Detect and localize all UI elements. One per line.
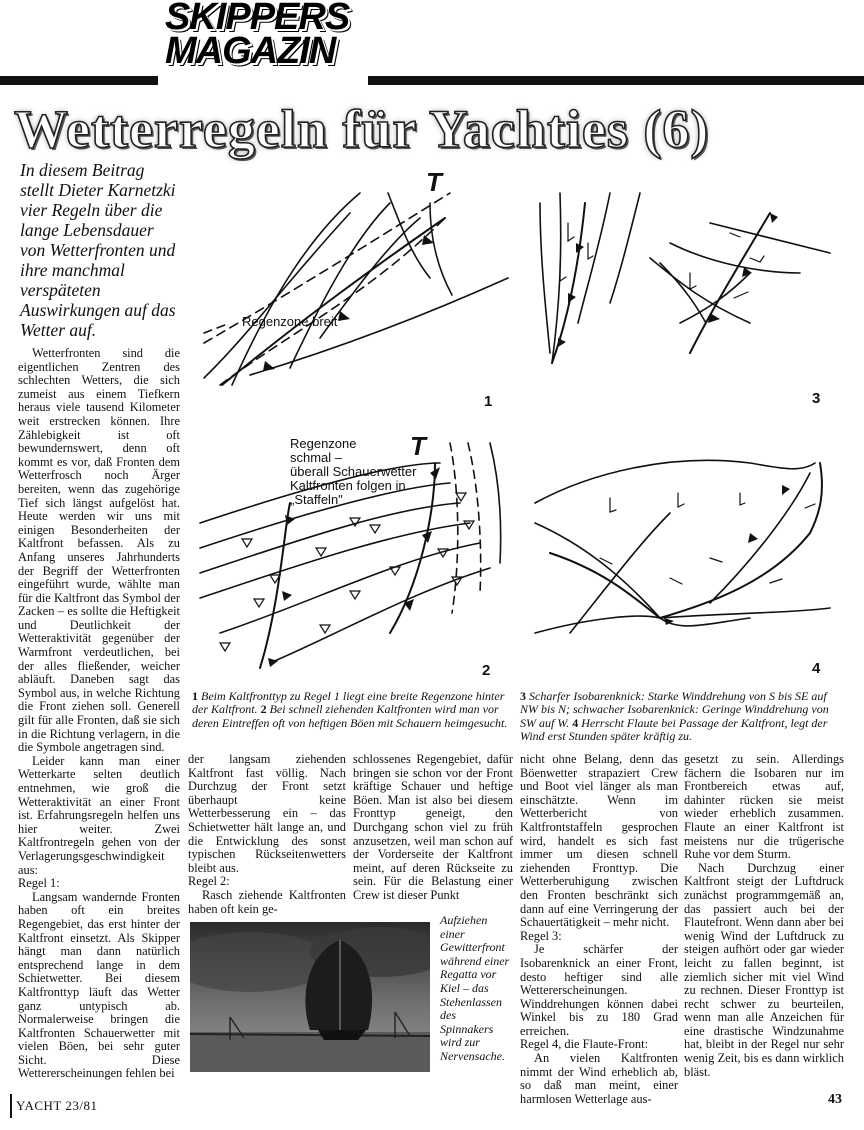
caption-num: 3 xyxy=(520,689,526,703)
body-column-4 xyxy=(520,753,678,1106)
panel2-label-1: Regenzone xyxy=(290,436,357,451)
rule-heading: Regel 2: xyxy=(188,874,230,889)
paragraph: Leider kann man einer Wetterkarte selten deutlich entnehmen, wie groß die Wetteraktivität an einer Front ist. Erfahrungsregeln helfen uns hier weiter. Zwei Kaltfrontregeln gehen von der Verlagerungsgeschwindigkeit aus: xyxy=(18,753,180,877)
caption-text: Scharfer Isobarenknick: Starke Winddrehung von S bis SE auf NW bis N; schwacher Isobarenknick: Geringe Winddrehung von SW auf W. xyxy=(520,689,829,730)
low-marker-1: T xyxy=(426,167,442,197)
paragraph: An vielen Kaltfronten nimmt der Wind erheblich ab, so daß man meint, einer harmlosen Wetterlage aus- xyxy=(520,1051,678,1106)
issue-footer: YACHT 23/81 xyxy=(16,1098,98,1113)
paragraph: der langsam ziehenden Kaltfront fast völlig. Nach Durchzug der Front setzt überhaupt keine Wetterbesserung ein – das Schietwetter hält lange an, und die Entwicklung des sonst typischen Rückseitenwetters bleibt aus. xyxy=(188,752,346,875)
caption-right xyxy=(520,690,846,744)
paragraph: gesetzt zu sein. Allerdings fächern die Isobaren nur im Frontbereich etwas auf, dahinter rücken sie meist wieder erheblich zusammen. Flaute an einer Kaltfront ist meistens nur die trügerische Ruhe vor dem Sturm. xyxy=(684,752,844,862)
body-column-2 xyxy=(188,753,346,916)
panel2-label-2: schmal – xyxy=(290,450,343,465)
caption-text: Beim Kaltfronttyp zu Regel 1 liegt eine breite Regenzone hinter der Kaltfront. xyxy=(192,689,505,717)
paragraph: Wetterfronten sind die eigentlichen Zentren des schlechten Wetters, die sich zumeist aus einem Tiefkern heraus viele tausend Kilometer weit erstrecken können. Ihre Zählebigkeit ist oft bewundernswert, denn oft kommt es vor, daß Fronten dem Wetterfrosch noch Ärger bereiten, wenn das zugehörige Tief sich längst aufgelöst hat. Heute werden wir uns mit einigen Besonderheiten der Kaltfront befassen. Als zu Anfang unseres Jahrhunderts der Begriff der Wetterfronten eingeführt wurde, wählte man für die Kaltfront das Symbol der Zacken – es sollte die Heftigkeit und Deutlichkeit der Wetteraktivität gegenüber der Warmfront verdeutlichen, bei der alles fließender, weicher abläuft. Daneben sagt das Symbol aus, in welche Richtung die Front ziehen soll. Generell gilt für alle Fronten, daß sie sich in die Richtung verlagern, in die die Symbole angetragen sind. xyxy=(18,346,180,755)
body-column-3 xyxy=(353,753,513,903)
rule-heading: Regel 1: xyxy=(18,876,60,891)
header-rule-left xyxy=(0,76,158,85)
page-number: 43 xyxy=(828,1092,842,1107)
panel2-label-5: „Staffeln" xyxy=(290,492,343,507)
masthead-logo xyxy=(165,0,360,70)
rule-heading: Regel 3: xyxy=(520,928,562,943)
article-headline: Wetterregeln für Yachties (6) xyxy=(14,99,710,159)
page-tick xyxy=(10,1094,12,1118)
caption-text: Bei schnell ziehenden Kaltfronten wird man vor deren Eintreffen oft von heftigen Böen mit Schauern heimgesucht. xyxy=(192,702,508,730)
article-intro xyxy=(20,160,182,340)
masthead-line1: SKIPPERS xyxy=(165,0,350,38)
caption-num: 4 xyxy=(572,715,579,730)
paragraph: nicht ohne Belang, denn das Böenwetter strapaziert Crew und Boot viel länger als man einschätzte. Wenn im Wetterbericht von Kaltfrontstaffeln gesprochen wird, handelt es sich fast immer um diesen schnell ziehenden Fronttyp. Die Wetterberuhigung zwischen den Fronten beschränkt sich dann auf eine Verringerung der Schauertätigkeit – mehr nicht. xyxy=(520,752,678,930)
paragraph: Langsam wandernde Fronten haben oft ein breites Regengebiet, das erst hinter der Kaltfront einsetzt. Als Skipper hängt man dann natürlich entsprechend lange in dem Schietwetter. Bei diesem Kaltfronttyp läuft das Wetter ganz untypisch ab. Normalerweise bringen die Kaltfronten Schauerwetter mit vielen Böen, bei sehr guter Sicht. Diese Wettererscheinungen fehlen bei xyxy=(18,889,180,1081)
body-column-5 xyxy=(684,753,844,1079)
panel-number-3: 3 xyxy=(812,390,821,407)
body-column-1 xyxy=(18,347,180,1081)
panel-1 xyxy=(204,193,508,385)
intro-text: In diesem Beitrag stellt Dieter Karnetzki vier Regeln über die lange Lebensdauer von Wetterfronten und ihre manchmal verspäteten Auswirkungen auf das Wetter auf. xyxy=(20,160,176,340)
masthead-line2: MAGAZIN xyxy=(165,30,336,72)
regatta-photo xyxy=(190,922,430,1072)
paragraph: Nach Durchzug einer Kaltfront steigt der Luftdruck zunächst programmgemäß an, das passiert auch bei der Flautefront. Wenn dann aber bei wenig Wind der Luftdruck zu steigen aufhört oder gar wieder leicht zu fallen beginnt, ist ziemlich sicher mit viel Wind zu rechnen. Dieser Fronttyp ist recht schwer zu beurteilen, wenn man alle Anzeichen für eine drastische Windzunahme hat, bleibt in der Regel nur sehr wenig Zeit, bis es dann wirklich bläst. xyxy=(684,860,844,1079)
panel-3 xyxy=(540,193,830,363)
panel-number-4: 4 xyxy=(812,660,821,677)
paragraph: schlossenes Regengebiet, dafür bringen sie schon vor der Front kräftige Schauer und heftige Böen. Man ist also bei diesem Fronttyp geneigt, den Durchgang schon viel zu früh anzusetzen, weil man schon auf der Vorderseite der Kaltfront meint, auf deren Rückseite zu sein. Für die Belastung einer Crew ist dieser Punkt xyxy=(353,752,513,902)
paragraph: Rasch ziehende Kaltfronten haben oft kein ge- xyxy=(188,887,346,916)
header-rule-right xyxy=(368,76,864,85)
photo-caption-text: Aufziehen einer Gewitterfront während einer Regatta vor Kiel – das Stehenlassen des Spinnakers wird zur Nervensache. xyxy=(440,913,510,1063)
panel-4 xyxy=(535,460,830,633)
panel2-label-3: überall Schauerwetter xyxy=(290,464,417,479)
panel-number-2: 2 xyxy=(482,662,491,679)
rule-heading: Regel 4, die Flaute-Front: xyxy=(520,1037,649,1052)
caption-left xyxy=(192,690,510,730)
panel-number-1: 1 xyxy=(484,393,493,410)
caption-num: 1 xyxy=(192,689,198,703)
photo-caption xyxy=(440,914,512,1064)
weather-front-diagram xyxy=(190,163,854,683)
low-marker-2: T xyxy=(410,431,426,461)
panel1-label: Regenzone breit xyxy=(242,314,338,329)
panel2-label-4: Kaltfronten folgen in xyxy=(290,478,406,493)
paragraph: Je schärfer der Isobarenknick an einer Front, desto heftiger sind alle Wettererscheinungen. Winddrehungen können dabei Winkel bis zu 180 Grad erreichen. xyxy=(520,942,678,1038)
caption-text: Herrscht Flaute bei Passage der Kaltfront, legt der Wind erst Stunden später kräftig zu. xyxy=(520,715,828,744)
caption-num: 2 xyxy=(260,702,267,717)
